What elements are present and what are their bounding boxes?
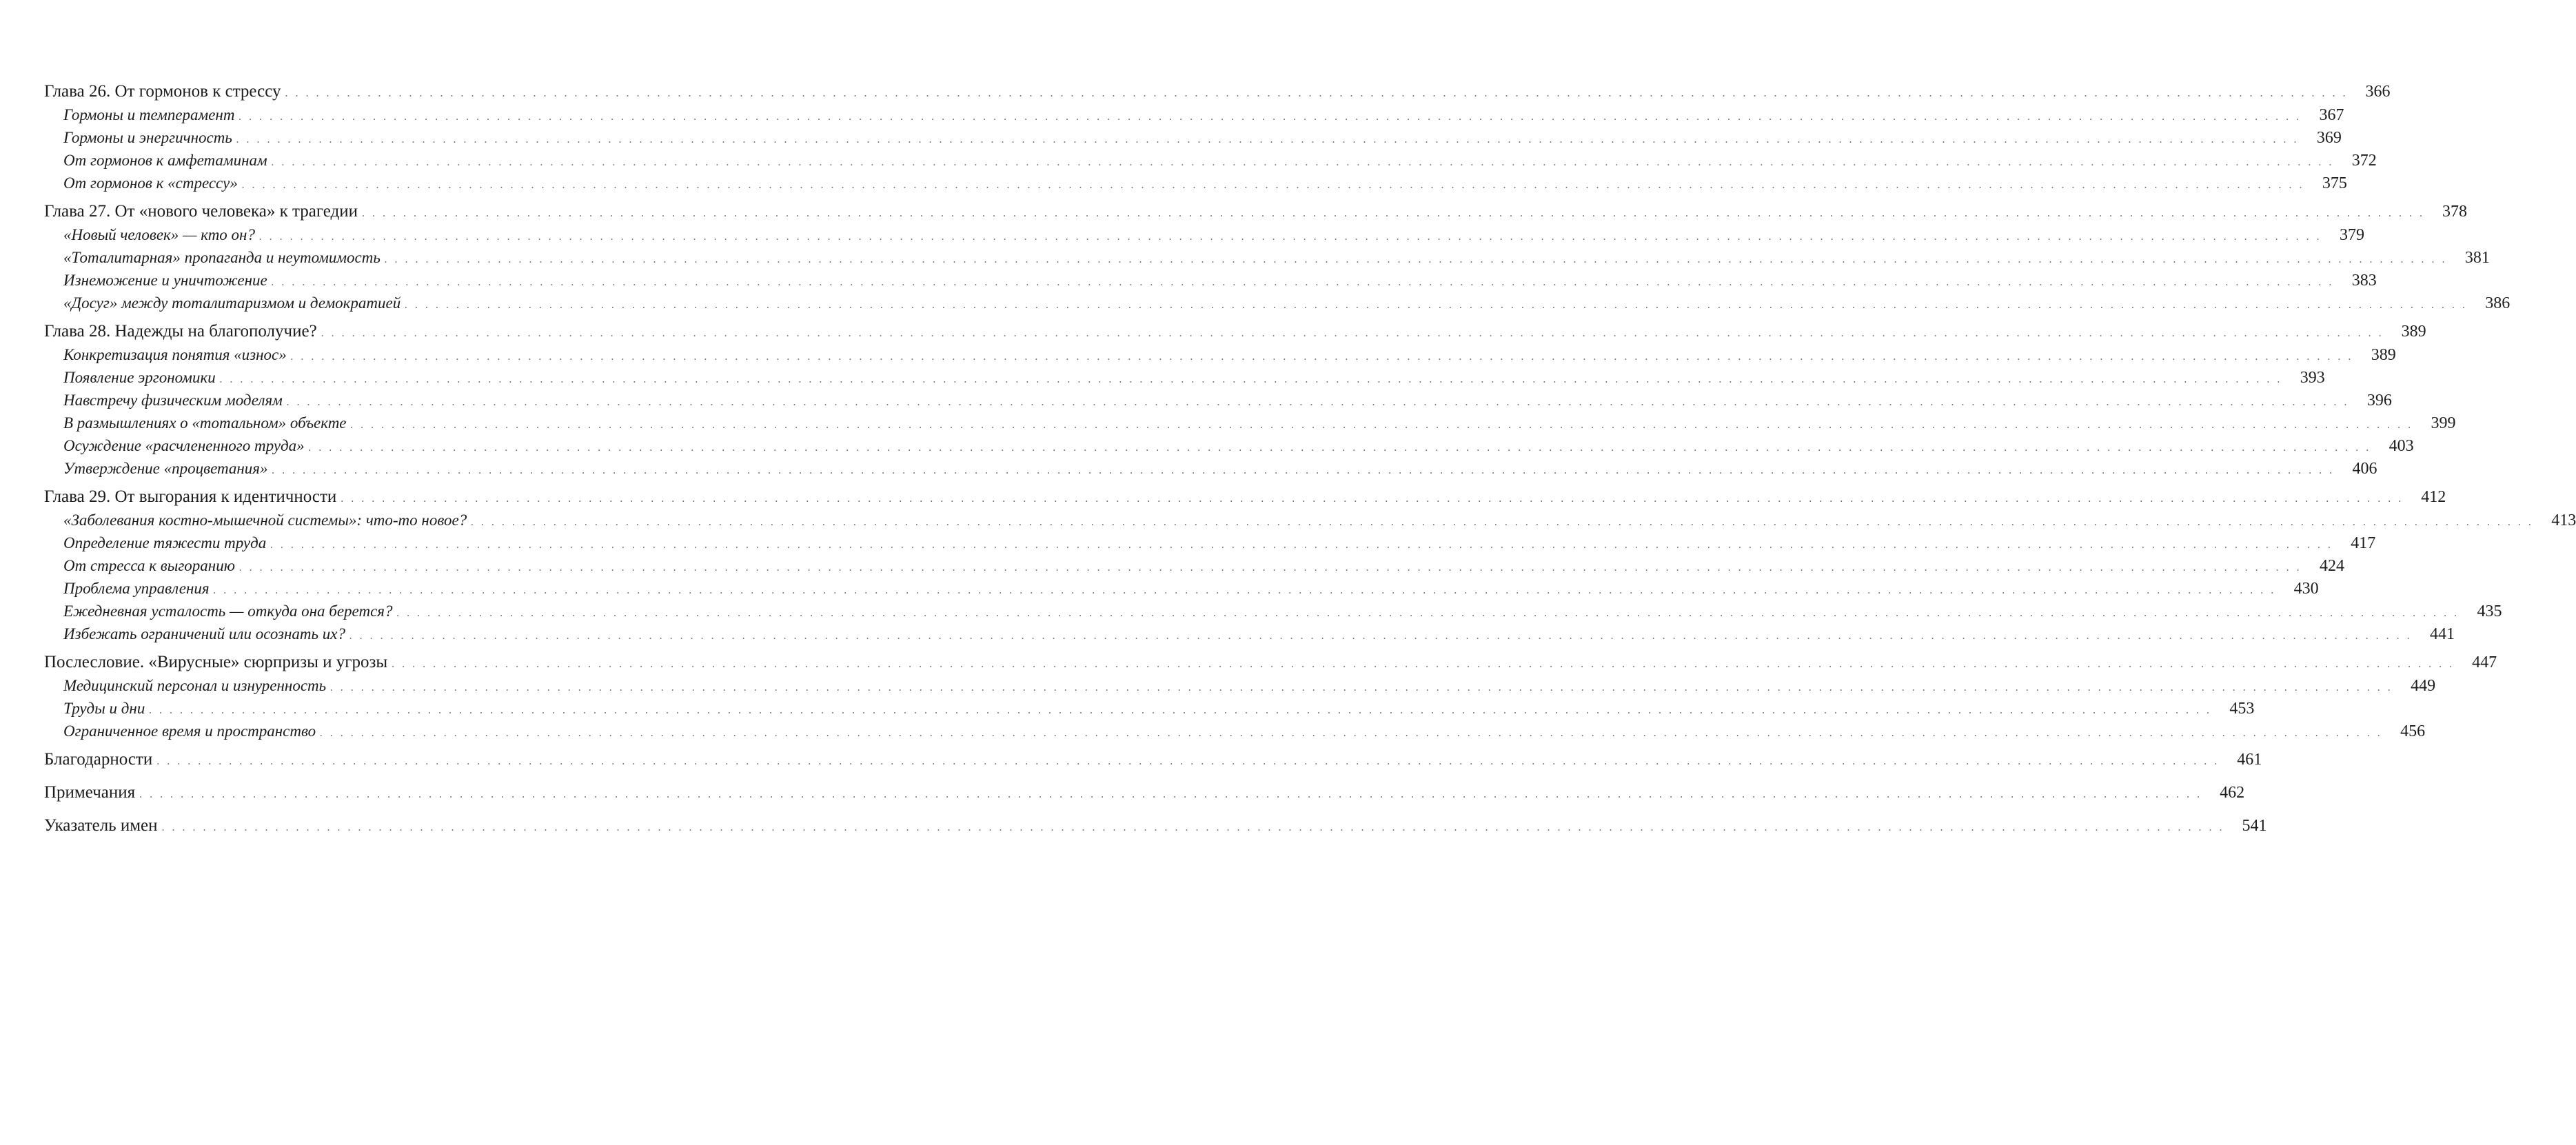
dot-leader: ........................................................................................................................................................................................................ <box>271 276 2340 288</box>
page-number: 393 <box>2300 369 2325 387</box>
toc-section-entry <box>44 509 2576 531</box>
toc-group <box>44 320 2456 480</box>
dot-leader: ........................................................................................................................................................................................................ <box>286 396 2355 408</box>
dot-leader: ........................................................................................................................................................................................................ <box>320 727 2389 739</box>
section-title: Гормоны и энергичность <box>63 129 232 146</box>
toc-section-entry <box>44 269 2377 292</box>
dot-leader: ........................................................................................................................................................................................................ <box>349 630 2417 642</box>
section-title: Ежедневная усталость — откуда она берется? <box>63 602 393 620</box>
dot-leader: ........................................................................................................................................................................................................ <box>384 254 2453 265</box>
page-number: 386 <box>2485 294 2511 312</box>
chapter-title: Послесловие. «Вирусные» сюрпризы и угрозы <box>44 653 388 671</box>
toc-section-entry <box>44 366 2325 389</box>
page-number: 389 <box>2371 346 2396 364</box>
page-number: 453 <box>2229 700 2255 718</box>
chapter-title: Глава 27. От «нового человека» к трагедии <box>44 202 358 221</box>
toc-section-entry <box>44 103 2344 126</box>
dot-leader: ........................................................................................................................................................................................................ <box>271 156 2340 168</box>
page-number: 541 <box>2242 817 2267 835</box>
page-number: 412 <box>2421 488 2446 506</box>
toc-section-entry <box>44 223 2364 246</box>
chapter-title: Глава 29. От выгорания к идентичности <box>44 487 337 506</box>
dot-leader: ........................................................................................................................................................................................................ <box>213 585 2282 596</box>
toc-section-entry <box>44 434 2414 457</box>
page-number: 424 <box>2319 557 2344 575</box>
dot-leader: ........................................................................................................................................................................................................ <box>321 327 2389 339</box>
page-number: 441 <box>2429 625 2455 643</box>
toc-section-entry <box>44 697 2255 720</box>
toc-chapter-entry <box>44 320 2426 343</box>
toc-chapter-entry <box>44 748 2262 771</box>
dot-leader: ........................................................................................................................................................................................................ <box>161 822 2230 833</box>
toc-section-entry <box>44 412 2456 434</box>
page-number: 375 <box>2322 174 2347 192</box>
toc-section-entry <box>44 600 2502 622</box>
page-number: 378 <box>2442 203 2467 221</box>
toc-group <box>44 748 2262 771</box>
page-number: 461 <box>2237 751 2262 769</box>
dot-leader: ........................................................................................................................................................................................................ <box>330 682 2399 693</box>
dot-leader: ........................................................................................................................................................................................................ <box>156 756 2225 767</box>
chapter-title: Благодарности <box>44 750 153 769</box>
toc-section-entry <box>44 343 2396 366</box>
page-number: 379 <box>2339 226 2364 244</box>
section-title: В размышлениях о «тотальном» объекте <box>63 414 347 432</box>
page-number: 403 <box>2389 437 2414 455</box>
toc-section-entry <box>44 126 2342 149</box>
section-title: Изнеможение и уничтожение <box>63 272 267 289</box>
toc-chapter-entry <box>44 651 2497 674</box>
section-title: От стресса к выгоранию <box>63 557 235 574</box>
section-title: Появление эргономики <box>63 369 216 386</box>
chapter-title: Глава 26. От гормонов к стрессу <box>44 82 281 101</box>
page-number: 413 <box>2551 511 2576 529</box>
toc-group <box>44 814 2267 838</box>
dot-leader: ........................................................................................................................................................................................................ <box>362 207 2430 219</box>
dot-leader: ........................................................................................................................................................................................................ <box>139 789 2208 800</box>
dot-leader: ........................................................................................................................................................................................................ <box>285 88 2353 99</box>
page-number: 369 <box>2316 129 2342 147</box>
section-title: От гормонов к «стрессу» <box>63 174 238 192</box>
section-title: От гормонов к амфетаминам <box>63 152 267 169</box>
toc-chapter-entry <box>44 80 2391 103</box>
toc-group <box>44 485 2576 645</box>
section-title: Ограниченное время и пространство <box>63 722 316 740</box>
toc-chapter-entry <box>44 814 2267 838</box>
section-title: «Тоталитарная» пропаганда и неутомимость <box>63 249 381 266</box>
toc-chapter-entry <box>44 485 2446 509</box>
page-number: 367 <box>2319 106 2344 124</box>
toc-group <box>44 651 2497 742</box>
section-title: Проблема управления <box>63 580 210 597</box>
dot-leader: ........................................................................................................................................................................................................ <box>239 562 2307 574</box>
dot-leader: ........................................................................................................................................................................................................ <box>290 351 2359 363</box>
dot-leader: ........................................................................................................................................................................................................ <box>341 493 2409 505</box>
chapter-title: Указатель имен <box>44 816 158 835</box>
dot-leader: ........................................................................................................................................................................................................ <box>236 134 2304 145</box>
page-number: 462 <box>2220 784 2245 802</box>
page-number: 366 <box>2365 83 2391 101</box>
toc-section-entry <box>44 531 2376 554</box>
dot-leader: ........................................................................................................................................................................................................ <box>258 231 2327 243</box>
dot-leader: ........................................................................................................................................................................................................ <box>308 442 2377 454</box>
section-title: Гормоны и темперамент <box>63 106 235 123</box>
page-number: 447 <box>2472 653 2497 671</box>
section-title: Конкретизация понятия «износ» <box>63 346 287 363</box>
toc-section-entry <box>44 172 2347 194</box>
toc-section-entry <box>44 292 2511 314</box>
toc-section-entry <box>44 720 2426 742</box>
page-number: 372 <box>2351 152 2377 170</box>
section-title: Труды и дни <box>63 700 145 717</box>
section-title: Осуждение «расчлененного труда» <box>63 437 305 454</box>
section-title: Определение тяжести труда <box>63 534 267 551</box>
page-number: 449 <box>2411 677 2436 695</box>
dot-leader: ........................................................................................................................................................................................................ <box>350 419 2419 431</box>
toc-section-entry <box>44 389 2392 412</box>
dot-leader: ........................................................................................................................................................................................................ <box>241 179 2310 191</box>
toc-section-entry <box>44 674 2436 697</box>
dot-leader: ........................................................................................................................................................................................................ <box>392 658 2460 670</box>
table-of-contents <box>44 80 2576 847</box>
dot-leader: ........................................................................................................................................................................................................ <box>272 465 2340 476</box>
dot-leader: ........................................................................................................................................................................................................ <box>270 539 2339 551</box>
chapter-title: Примечания <box>44 783 136 802</box>
section-title: «Новый человек» — кто он? <box>63 226 255 243</box>
dot-leader: ........................................................................................................................................................................................................ <box>239 111 2307 123</box>
page-number: 396 <box>2366 392 2392 409</box>
toc-group <box>44 200 2511 314</box>
toc-group <box>44 781 2245 804</box>
dot-leader: ........................................................................................................................................................................................................ <box>396 607 2465 619</box>
section-title: «Досуг» между тоталитаризмом и демократией <box>63 294 401 312</box>
toc-chapter-entry <box>44 200 2467 223</box>
toc-section-entry <box>44 457 2377 480</box>
page-number: 389 <box>2401 323 2426 341</box>
toc-section-entry <box>44 246 2490 269</box>
section-title: Навстречу физическим моделям <box>63 392 283 409</box>
toc-chapter-entry <box>44 781 2245 804</box>
page-number: 383 <box>2351 272 2377 290</box>
toc-section-entry <box>44 577 2319 600</box>
page-number: 456 <box>2400 722 2426 740</box>
page-number: 381 <box>2464 249 2490 267</box>
dot-leader: ........................................................................................................................................................................................................ <box>405 299 2473 311</box>
section-title: «Заболевания костно-мышечной системы»: что-то новое? <box>63 511 467 529</box>
toc-section-entry <box>44 149 2377 172</box>
page-number: 417 <box>2351 534 2376 552</box>
page-number: 430 <box>2293 580 2319 598</box>
section-title: Медицинский персонал и изнуренность <box>63 677 327 694</box>
toc-section-entry <box>44 622 2455 645</box>
page-number: 435 <box>2477 602 2502 620</box>
dot-leader: ........................................................................................................................................................................................................ <box>149 705 2218 716</box>
chapter-title: Глава 28. Надежды на благополучие? <box>44 322 317 341</box>
page-number: 406 <box>2352 460 2377 478</box>
dot-leader: ........................................................................................................................................................................................................ <box>219 374 2288 385</box>
page-number: 399 <box>2431 414 2456 432</box>
dot-leader: ........................................................................................................................................................................................................ <box>471 516 2539 528</box>
toc-group <box>44 80 2391 194</box>
toc-section-entry <box>44 554 2344 577</box>
section-title: Утверждение «процветания» <box>63 460 268 477</box>
section-title: Избежать ограничений или осознать их? <box>63 625 345 642</box>
